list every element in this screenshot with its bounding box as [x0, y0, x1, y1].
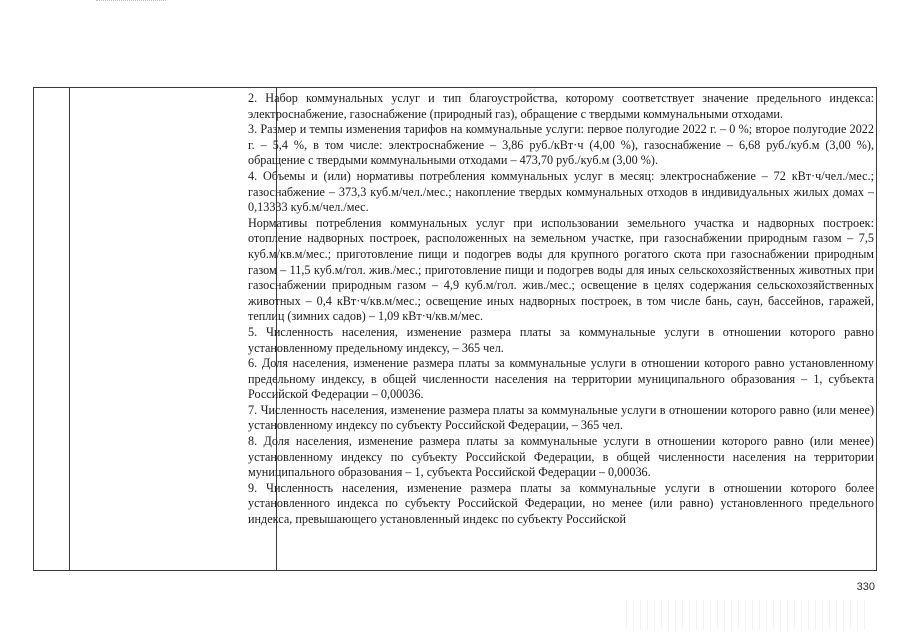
document-table [33, 87, 877, 571]
scan-noise [620, 600, 870, 630]
paragraph-9: 9. Численность населения, изменение размера платы за коммунальные услуги в отношении которого более установленного индекса по субъекту Российской Федерации, но менее (или равно) установленного предельного индекса, превышающего установленный индекс по субъекту Российской [248, 480, 874, 527]
scan-mark [96, 0, 166, 7]
paragraph-7: 7. Численность населения, изменение размера платы за коммунальные услуги в отношении которого равно (или менее) установленному индексу по субъекту Российской Федерации, – 365 чел. [248, 402, 874, 433]
paragraph-3: 3. Размер и темпы изменения тарифов на коммунальные услуги: первое полугодие 2022 г. – 0 %; второе полугодие 2022 г. – 5,4 %, в том числе: электроснабжение – 3,86 руб./кВт·ч (4,00 %), газоснабжение – 6,68 руб./куб.м (3,00 %), обращение с твердыми коммунальными отходами – 473,70 руб./куб.м (3,00 %). [248, 122, 874, 168]
table-column-number [34, 88, 70, 570]
paragraph-5: 5. Численность населения, изменение размера платы за коммунальные услуги в отношении которого равно установленному предельному индексу, – 365 чел. [248, 324, 874, 355]
paragraph-4: 4. Объемы и (или) нормативы потребления коммунальных услуг в месяц: электроснабжение – 72 кВт·ч/чел./мес.; газоснабжение – 373,3 куб.м/чел./мес.; накопление твердых коммунальных отходов в индивидуальных жилых домах – 0,13333 куб.м/чел./мес. [248, 168, 874, 215]
paragraph-2: 2. Набор коммунальных услуг и тип благоустройства, которому соответствует значение предельного индекса: электроснабжение, газоснабжение (природный газ), обращение с твердыми коммунальными отходами. [248, 91, 874, 121]
paragraph-8: 8. Доля населения, изменение размера платы за коммунальные услуги в отношении которого равно (или менее) установленному индексу по субъекту Российской Федерации, в общей численности населения на территории муниципального образования – 1, субъекта Российской Федерации – 0,00036. [248, 434, 874, 480]
page-number: 330 [856, 581, 875, 593]
paragraph-6: 6. Доля населения, изменение размера платы за коммунальные услуги в отношении которого равно установленному предельному индексу, в общей численности населения на территории муниципального образования – 1, субъекта Российской Федерации – 0,00036. [248, 356, 874, 402]
table-cell-content [248, 91, 874, 528]
table-column-name [69, 88, 277, 570]
paragraph-norms: Нормативы потребления коммунальных услуг при использовании земельного участка и надворных построек: отопление надворных построек, расположенных на земельном участке, при газоснабжении природным газом – 7,5 куб.м/кв.м/мес.; приготовление пищи и подогрев воды для крупного рогатого скота при газоснабжении природным газом – 11,5 куб.м/гол. жив./мес.; приготовление пищи и подогрев воды для иных сельскохозяйственных животных при газоснабжении природным газом – 4,9 куб.м/гол. жив./мес.; освещение в целях содержания сельскохозяйственных животных – 0,4 кВт·ч/кв.м/мес.; освещение иных надворных построек, в том числе бань, саун, бассейнов, гаражей, теплиц (зимних садов) – 1,09 кВт·ч/кв.м/мес. [248, 215, 874, 324]
